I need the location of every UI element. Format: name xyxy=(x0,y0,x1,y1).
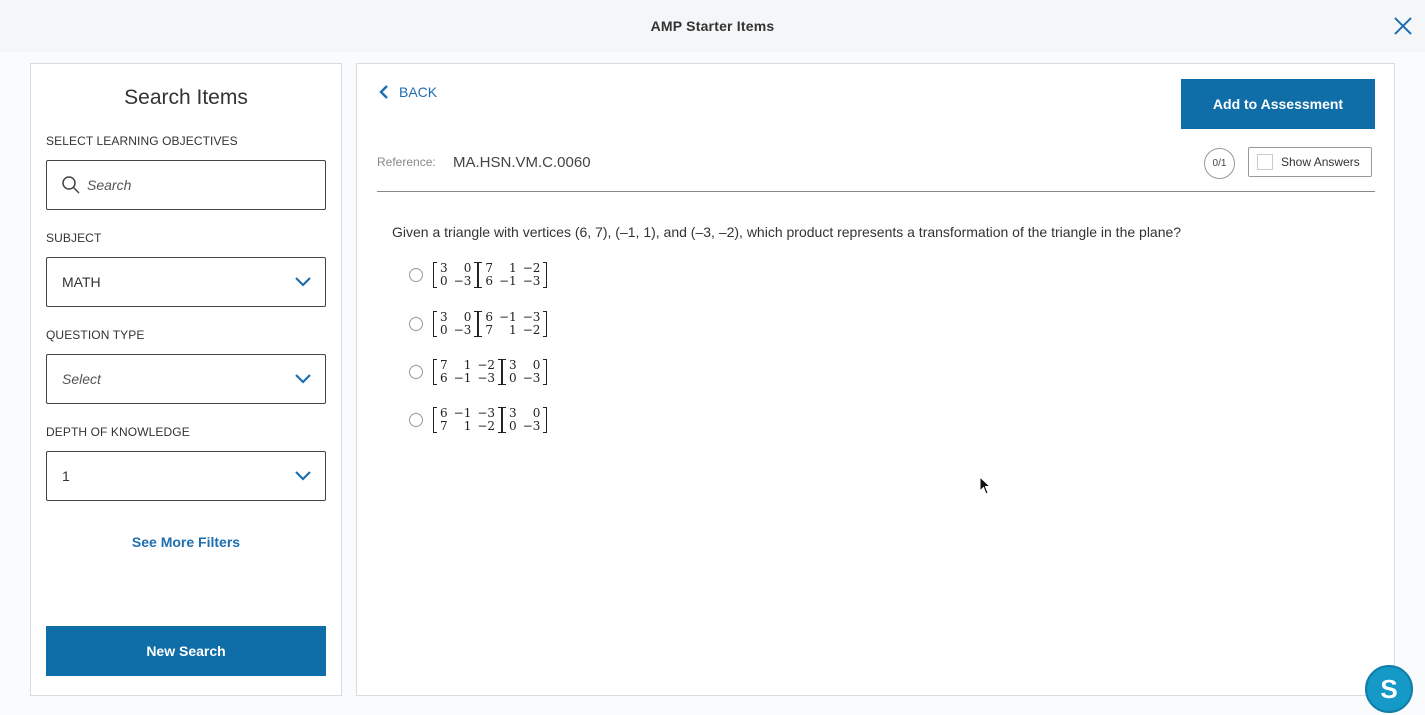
matrix-cell: −1 xyxy=(453,406,472,420)
back-label: BACK xyxy=(399,84,438,100)
modal-title: AMP Starter Items xyxy=(650,18,775,34)
matrix-cell: 0 xyxy=(463,310,472,324)
answer-option[interactable] xyxy=(409,355,547,389)
matrix-cell: −3 xyxy=(453,323,472,337)
matrix-cell: 1 xyxy=(509,261,517,275)
matrix-cell: 3 xyxy=(440,310,448,324)
matrix-cell: −2 xyxy=(477,358,496,372)
subject-label: SUBJECT xyxy=(46,231,102,245)
chevron-down-icon xyxy=(295,275,311,289)
question-type-select[interactable] xyxy=(46,354,326,404)
show-answers-toggle[interactable] xyxy=(1248,147,1372,177)
item-preview-panel xyxy=(356,63,1395,696)
matrix-cell: 0 xyxy=(440,274,448,288)
matrix-cell: −3 xyxy=(453,274,472,288)
matrix xyxy=(478,311,547,337)
chat-launcher-button[interactable]: S xyxy=(1365,665,1413,713)
answer-option[interactable] xyxy=(409,258,547,292)
matrix-cell: −3 xyxy=(477,371,496,385)
show-answers-label: Show Answers xyxy=(1281,155,1360,169)
matrix-cell: −1 xyxy=(498,274,517,288)
matrix-cell: 3 xyxy=(509,406,517,420)
mouse-cursor-icon xyxy=(979,476,993,496)
matrix xyxy=(478,262,547,288)
new-search-button[interactable]: New Search xyxy=(46,626,326,676)
reference-label: Reference: xyxy=(377,155,436,169)
matrix-cell: −3 xyxy=(477,406,496,420)
matrix-cell: 7 xyxy=(485,261,493,275)
score-badge: 0/1 xyxy=(1204,148,1235,179)
matrix-cell: −2 xyxy=(477,419,496,433)
matrix-cell: 0 xyxy=(463,261,472,275)
answer-option[interactable] xyxy=(409,307,547,341)
objectives-label: SELECT LEARNING OBJECTIVES xyxy=(46,134,238,148)
matrix-cell: −2 xyxy=(522,261,541,275)
matrix-cell: −3 xyxy=(522,419,541,433)
matrix-cell: 3 xyxy=(440,261,448,275)
matrix-cell: 6 xyxy=(440,371,448,385)
matrix xyxy=(433,359,502,385)
search-placeholder: Search xyxy=(87,177,132,193)
matrix-cell: 1 xyxy=(509,323,517,337)
dok-select[interactable] xyxy=(46,451,326,501)
subject-select[interactable] xyxy=(46,257,326,307)
matrix-cell: 0 xyxy=(440,323,448,337)
matrix-cell: −2 xyxy=(522,323,541,337)
matrix-cell: −1 xyxy=(453,371,472,385)
matrix-cell: −3 xyxy=(522,310,541,324)
matrix-cell: 0 xyxy=(532,358,541,372)
matrix xyxy=(502,359,547,385)
matrix xyxy=(433,311,478,337)
matrix-cell: 0 xyxy=(532,406,541,420)
search-icon xyxy=(61,175,81,195)
matrix xyxy=(433,407,502,433)
reference-row xyxy=(377,148,1375,192)
chevron-down-icon xyxy=(295,372,311,386)
chevron-down-icon xyxy=(295,469,311,483)
question-stem: Given a triangle with vertices (6, 7), (–1, 1), and (–3, –2), which product represents a transformation of the triangle in the plane? xyxy=(392,224,1182,240)
matrix-cell: 0 xyxy=(509,419,517,433)
dok-value: 1 xyxy=(62,468,70,484)
matrix xyxy=(502,407,547,433)
matrix-cell: 0 xyxy=(509,371,517,385)
matrix-cell: 1 xyxy=(463,419,472,433)
question-type-value: Select xyxy=(62,371,101,387)
answer-radio[interactable] xyxy=(409,317,423,331)
matrix-cell: 6 xyxy=(485,274,493,288)
modal-header xyxy=(0,0,1425,52)
reference-value: MA.HSN.VM.C.0060 xyxy=(453,154,591,171)
matrix-cell: 7 xyxy=(440,358,448,372)
dok-label: DEPTH OF KNOWLEDGE xyxy=(46,425,190,439)
matrix-cell: 3 xyxy=(509,358,517,372)
matrix-cell: −3 xyxy=(522,371,541,385)
chevron-left-icon xyxy=(379,85,389,99)
answer-radio[interactable] xyxy=(409,268,423,282)
matrix xyxy=(433,262,478,288)
answer-radio[interactable] xyxy=(409,413,423,427)
matrix-cell: 6 xyxy=(485,310,493,324)
subject-value: MATH xyxy=(62,274,101,290)
show-answers-checkbox[interactable] xyxy=(1257,154,1273,170)
objectives-search-input[interactable] xyxy=(46,160,326,210)
matrix-cell: −1 xyxy=(498,310,517,324)
matrix-cell: 7 xyxy=(440,419,448,433)
back-link[interactable] xyxy=(379,84,437,100)
close-icon[interactable] xyxy=(1391,14,1415,38)
matrix-cell: 1 xyxy=(463,358,472,372)
see-more-filters-link[interactable]: See More Filters xyxy=(131,534,241,550)
matrix-cell: 6 xyxy=(440,406,448,420)
search-panel xyxy=(30,63,342,696)
add-to-assessment-button[interactable]: Add to Assessment xyxy=(1181,79,1375,129)
matrix-cell: −3 xyxy=(522,274,541,288)
question-type-label: QUESTION TYPE xyxy=(46,328,145,342)
answer-option[interactable] xyxy=(409,403,547,437)
answer-radio[interactable] xyxy=(409,365,423,379)
matrix-cell: 7 xyxy=(485,323,493,337)
search-panel-title: Search Items xyxy=(124,86,248,109)
